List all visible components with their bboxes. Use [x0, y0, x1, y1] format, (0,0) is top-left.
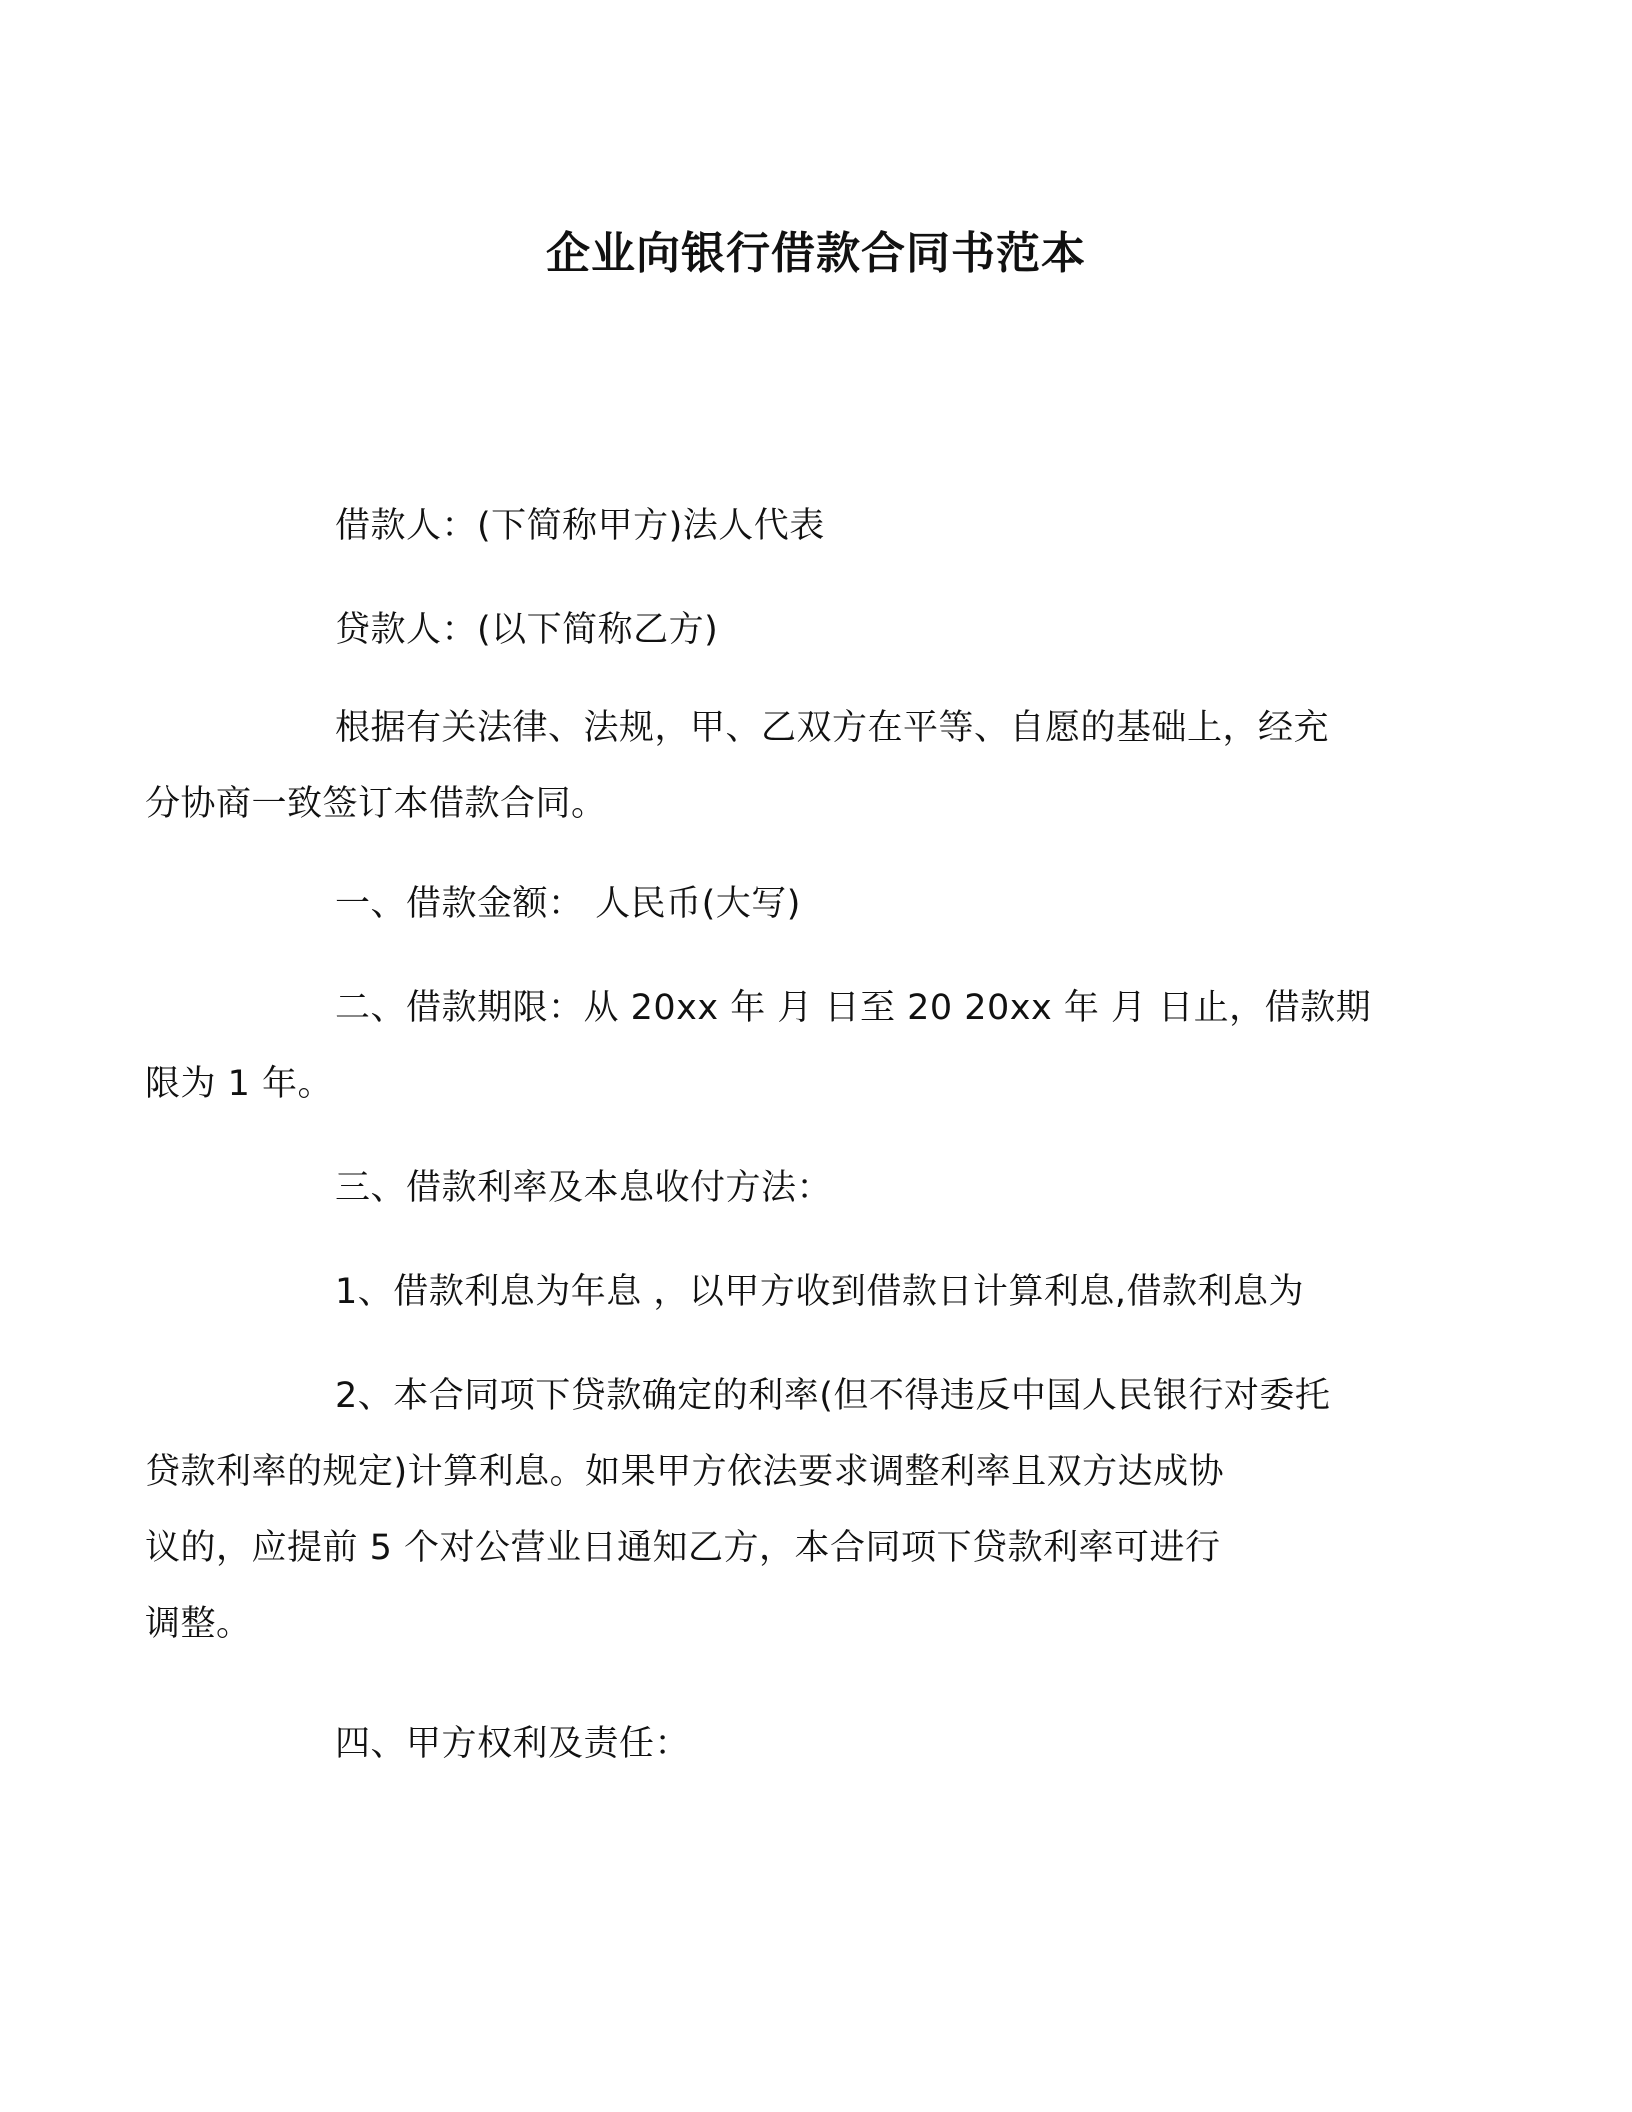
borrower-text: 借款人：(下简称甲方)法人代表	[335, 506, 825, 546]
document-title: 企业向银行借款合同书范本	[546, 228, 1086, 279]
preamble-line-2: 分协商一致签订本借款合同。	[145, 784, 607, 824]
clause-1-text: 一、借款金额： 人民币(大写)	[335, 884, 801, 924]
clause-2-line-2: 限为 1 年。	[145, 1064, 334, 1104]
clause-3-interest	[240, 1150, 1390, 1226]
clause-2-line-1: 二、借款期限：从 20xx 年 月 日至 20 20xx 年 月 日止，借款期	[335, 988, 1372, 1028]
preamble-paragraph	[145, 690, 1390, 842]
clause-2-term	[145, 970, 1390, 1122]
preamble-line-1: 根据有关法律、法规，甲、乙双方在平等、自愿的基础上，经充	[335, 708, 1330, 748]
lender-line	[240, 592, 1390, 668]
item-2-rate	[145, 1358, 1390, 1662]
clause-4-rights	[240, 1706, 1390, 1782]
item-2-line-2: 贷款利率的规定)计算利息。如果甲方依法要求调整利率且双方达成协	[145, 1452, 1225, 1492]
borrower-line	[240, 488, 1390, 564]
clause-3-text: 三、借款利率及本息收付方法：	[335, 1168, 833, 1208]
item-2-line-4: 调整。	[145, 1604, 252, 1644]
item-1-text: 1、借款利息为年息 ，以甲方收到借款日计算利息,借款利息为	[335, 1272, 1305, 1312]
item-2-line-1: 2、本合同项下贷款确定的利率(但不得违反中国人民银行对委托	[335, 1376, 1331, 1416]
clause-1-amount	[240, 866, 1390, 942]
item-1-interest	[240, 1254, 1390, 1330]
clause-4-text: 四、甲方权利及责任：	[335, 1724, 691, 1764]
item-2-line-3: 议的，应提前 5 个对公营业日通知乙方，本合同项下贷款利率可进行	[145, 1528, 1221, 1568]
lender-text: 贷款人：(以下简称乙方)	[335, 610, 719, 650]
